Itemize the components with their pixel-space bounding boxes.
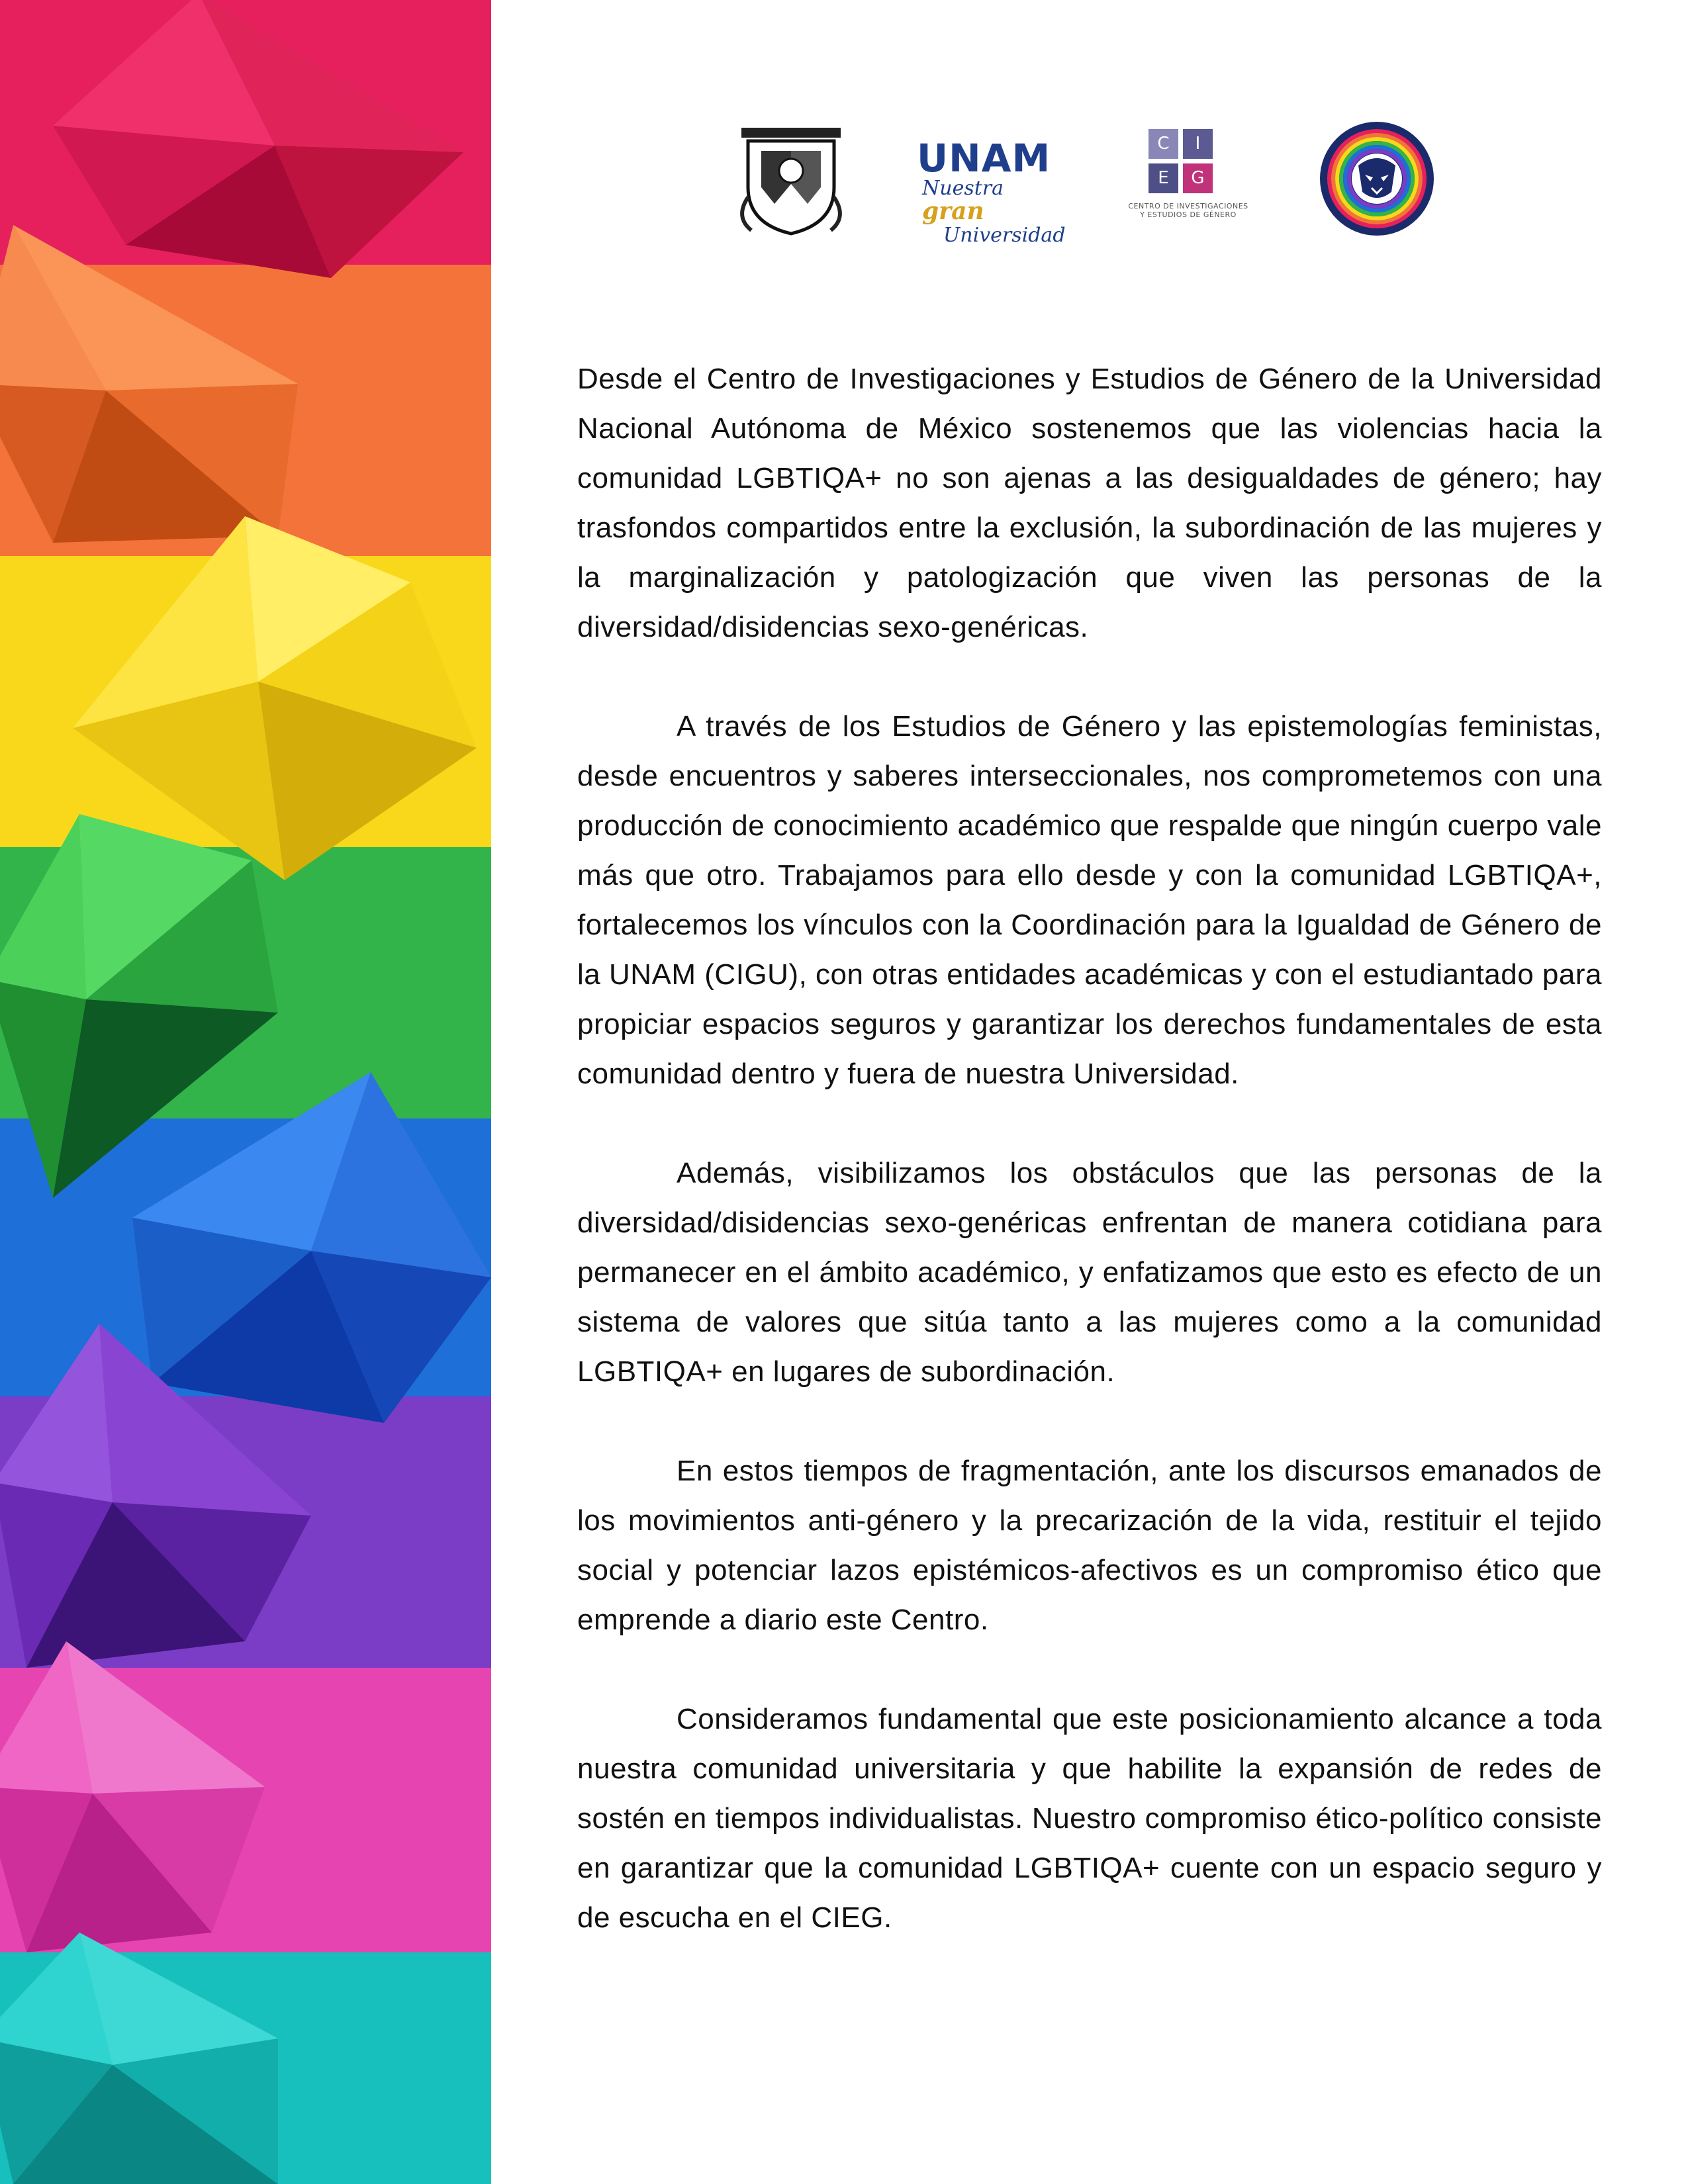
- paragraph-3: Además, visibilizamos los obstáculos que las personas de la diversidad/disidencias sexo-genéricas enfrentan de manera cotidiana para permanecer en el ámbito académico, y enfatizamos que esto es efecto de un sistema de valores que sitúa tanto a las mujeres como a la comunidad LGBTIQA+ en lugares de subordinación.: [577, 1157, 1602, 1388]
- unam-tag-gran: gran: [922, 197, 984, 225]
- logo-strip: [728, 119, 1456, 245]
- paragraph-1: Desde el Centro de Investigaciones y Estudios de Género de la Universidad Nacional Autónoma de México sostenemos que las violencias hacia la comunidad LGBTIQA+ no son ajenas a las desigualdades de género; hay trasfondos compartidos entre la exclusión, la subordinación de las mujeres y la marginalización y patologización que viven las personas de la diversidad/disidencias sexo-genéricas.: [577, 363, 1602, 643]
- cieg-caption: [1119, 202, 1258, 219]
- unam-logo: [917, 136, 1066, 247]
- unam-tag-nuestra: Nuestra: [922, 177, 1004, 200]
- cieg-letter-i: I: [1183, 129, 1213, 159]
- cieg-letter-e: E: [1149, 163, 1178, 193]
- unam-word: UNAM: [917, 136, 1051, 181]
- paragraph-5: Consideramos fundamental que este posicionamiento alcance a toda nuestra comunidad universitaria y que habilite la expansión de redes de sostén en tiempos individualistas. Nuestro compromiso ético-político consiste en garantizar que la comunidad LGBTIQA+ cuente con un espacio seguro y de escucha en el CIEG.: [577, 1703, 1602, 1934]
- cieg-letter-c: C: [1149, 129, 1178, 159]
- rainbow-origami-banner: [0, 0, 491, 2184]
- statement-text: [577, 354, 1602, 1992]
- cieg-caption-line1: CENTRO DE INVESTIGACIONES: [1128, 202, 1248, 210]
- paragraph-4: En estos tiempos de fragmentación, ante los discursos emanados de los movimientos anti-género y la precarización de la vida, restituir el tejido social y potenciar lazos epistémicos-afectivos es un compromiso ético que emprende a diario este Centro.: [577, 1455, 1602, 1636]
- cieg-letter-g: G: [1183, 163, 1213, 193]
- unam-coat-of-arms-icon: [735, 124, 847, 237]
- cieg-caption-line2: Y ESTUDIOS DE GÉNERO: [1140, 210, 1237, 219]
- paragraph-2: A través de los Estudios de Género y las epistemologías feministas, desde encuentros y saberes interseccionales, nos comprometemos con una producción de conocimiento académico que respalde que ningún cuerpo vale más que otro. Trabajamos para ello desde y con la comunidad LGBTIQA+, fortalecemos los vínculos con la Coordinación para la Igualdad de Género de la UNAM (CIGU), con otras entidades académicas y con el estudiantado para propiciar espacios seguros y garantizar los derechos fundamentales de esta comunidad dentro y fuera de nuestra Universidad.: [577, 710, 1602, 1090]
- pumas-rainbow-badge-icon: [1317, 119, 1436, 238]
- unam-tagline-line1: [922, 177, 1062, 224]
- cieg-letter-grid: [1149, 129, 1215, 195]
- unam-tag-universidad: Universidad: [943, 224, 1066, 247]
- cieg-logo: [1119, 129, 1258, 238]
